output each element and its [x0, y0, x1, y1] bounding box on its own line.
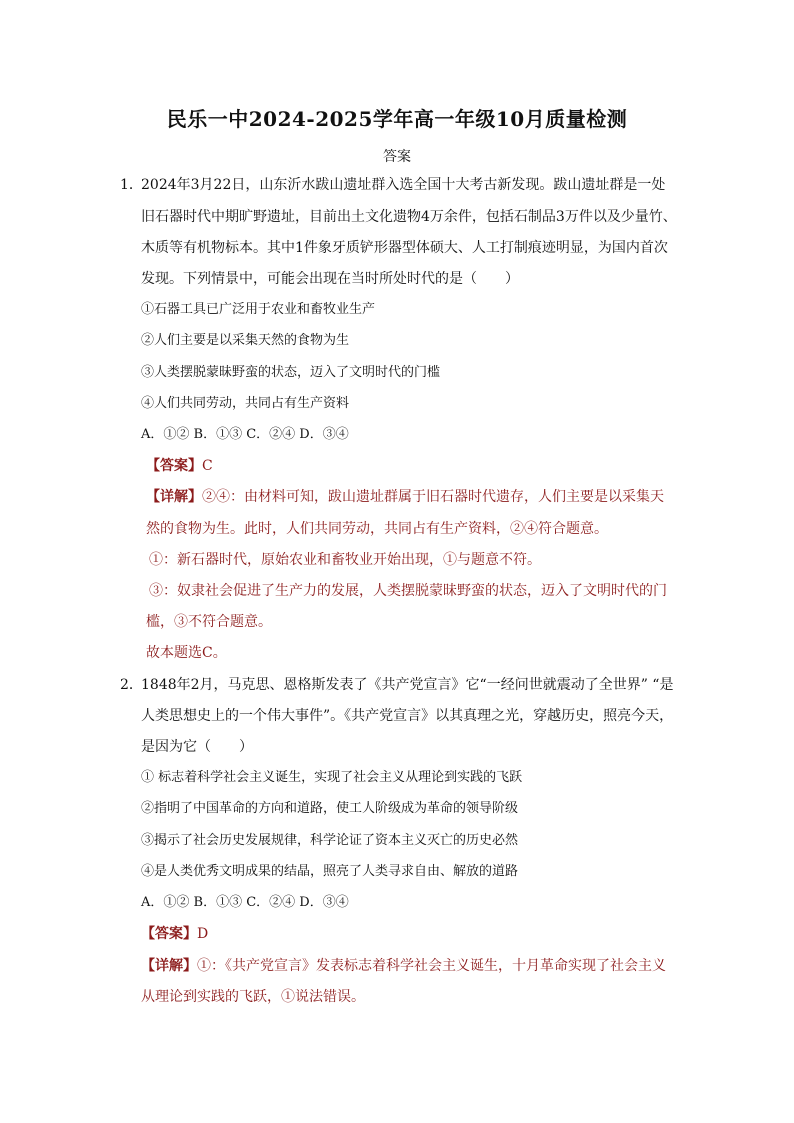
question-1-explain-line: ③：奴隶社会促进了生产力的发展，人类摆脱蒙昧野蛮的状态，迈入了文明时代的门: [149, 583, 667, 599]
question-1-answer: [146, 457, 213, 475]
question-1-choices: A．①② B．①③ C．②④ D．③④: [141, 427, 349, 442]
question-1-option: ④人们共同劳动，共同占有生产资料: [141, 396, 350, 411]
question-1-explain-line: 故本题选C。: [146, 645, 227, 661]
question-2-stem-line: 1848年2月，马克思、恩格斯发表了《共产党宣言》它“一经问世就震动了全世界” “是: [141, 677, 674, 693]
question-1-option: ②人们主要是以采集天然的食物为生: [141, 333, 350, 348]
question-2-option: ① 标志着科学社会主义诞生，实现了社会主义从理论到实践的飞跃: [141, 770, 523, 785]
explain-tag: 【详解】: [141, 958, 197, 974]
question-2-explain-line: 从理论到实践的飞跃，①说法错误。: [141, 989, 365, 1005]
question-1-option: ③人类摆脱蒙昧野蛮的状态，迈入了文明时代的门槛: [141, 365, 441, 380]
answer-tag: 【答案】: [146, 458, 202, 474]
question-2-stem-line: 是因为它（ ）: [141, 739, 253, 755]
question-2-option: ③揭示了社会历史发展规律，科学论证了资本主义灭亡的历史必然: [141, 833, 519, 848]
answer-value: C: [202, 458, 213, 474]
question-1-stem-line: 发现。下列情景中，可能会出现在当时所处时代的是（ ）: [141, 271, 519, 287]
question-1-stem-line: 旧石器时代中期旷野遗址，目前出土文化遗物4万余件，包括石制品3万件以及少量竹、: [141, 209, 677, 225]
question-1-explain-line: [146, 488, 664, 506]
question-1-stem-line: 木质等有机物标本。其中1件象牙质铲形器型体硕大、人工打制痕迹明显，为国内首次: [141, 240, 668, 256]
question-1-number: 1．: [120, 177, 143, 193]
question-2-option: ④是人类优秀文明成果的结晶，照亮了人类寻求自由、解放的道路: [141, 864, 519, 879]
question-2-stem-line: 人类思想史上的一个伟大事件”。《共产党宣言》以其真理之光，穿越历史，照亮今天，: [141, 708, 674, 724]
question-2-answer: [141, 925, 208, 943]
explain-tag: 【详解】: [146, 489, 202, 505]
question-1-explain-line: ①：新石器时代，原始农业和畜牧业开始出现，①与题意不符。: [149, 552, 541, 568]
question-2-choices: A．①② B．①③ C．②④ D．③④: [141, 895, 349, 910]
answer-tag: 【答案】: [141, 926, 197, 942]
question-2-option: ②指明了中国革命的方向和道路，使工人阶级成为革命的领导阶级: [141, 801, 519, 816]
explain-text: ②④：由材料可知，跋山遗址群属于旧石器时代遗存，人们主要是以采集天: [202, 489, 664, 505]
question-1-stem-line: 2024年3月22日，山东沂水跋山遗址群入选全国十大考古新发现。跋山遗址群是一处: [141, 177, 666, 193]
page-subtitle: 答案: [383, 149, 411, 165]
question-1-explain-line: 然的食物为生。此时，人们共同劳动，共同占有生产资料，②④符合题意。: [146, 521, 608, 537]
page-title: 民乐一中2024-2025学年高一年级10月质量检测: [166, 107, 628, 131]
question-1-option: ①石器工具已广泛用于农业和畜牧业生产: [141, 302, 376, 317]
question-1-explain-line: 槛，③不符合题意。: [146, 614, 272, 630]
explain-text: ①：《共产党宣言》发表标志着科学社会主义诞生，十月革命实现了社会主义: [197, 958, 666, 974]
question-2-explain-line: [141, 957, 666, 975]
question-2-number: 2．: [120, 677, 143, 693]
answer-value: D: [197, 926, 209, 942]
